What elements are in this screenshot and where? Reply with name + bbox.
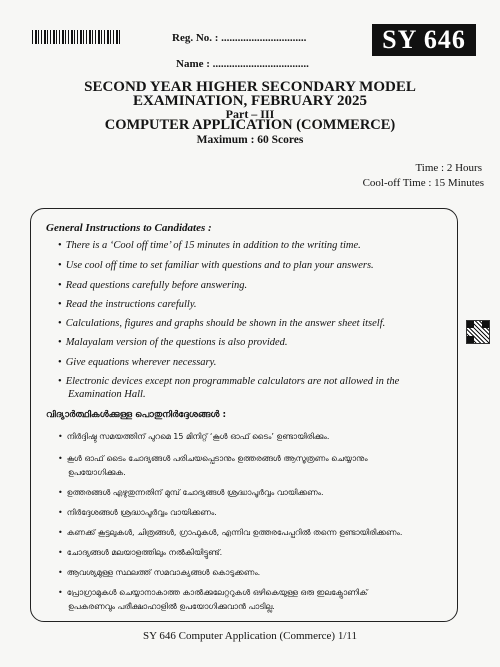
- malayalam-item: • ആവശ്യമുള്ള സ്ഥലത്ത് സമവാക്യങ്ങൾ കൊടുക്കണം.: [58, 568, 261, 577]
- instruction-item: • Give equations wherever necessary.: [58, 357, 217, 368]
- instruction-item: • Use cool off time to set familiar with questions and to plan your answers.: [58, 260, 374, 271]
- malayalam-item-continued: ഉപകരണവും പരീക്ഷാഹാളിൽ ഉപയോഗിക്കുവാൻ പാടില്ല.: [68, 602, 275, 611]
- instruction-item: • Electronic devices except non programmable calculators are not allowed in the: [58, 376, 400, 387]
- malayalam-instructions-title: വിദ്യാർത്ഥികൾക്കുള്ള പൊതുനിർദ്ദേശങ്ങൾ :: [46, 410, 227, 420]
- malayalam-item: • ഉത്തരങ്ങൾ എഴുതുന്നതിന് മുമ്പ് ചോദ്യങ്ങൾ ശ്രദ്ധാപൂർവ്വം വായിക്കണം.: [58, 488, 324, 497]
- instruction-item: • Read questions carefully before answering.: [58, 280, 248, 291]
- name-field: Name : ...................................: [176, 58, 309, 70]
- instruction-item: • Read the instructions carefully.: [58, 299, 197, 310]
- page-footer: SY 646 Computer Application (Commerce) 1/11: [143, 630, 357, 642]
- malayalam-item: • പ്രോഗ്രാമുകൾ ചെയ്യാനാകാത്ത കാൽക്കുലേറ്ററുകൾ ഒഴികെയുള്ള ഒരു ഇലക്ട്രോണിക്: [58, 588, 368, 597]
- instructions-title: General Instructions to Candidates :: [46, 222, 212, 234]
- exam-title-line1: SECOND YEAR HIGHER SECONDARY MODEL: [84, 79, 416, 95]
- paper-code-badge: SY 646: [372, 24, 476, 56]
- exam-title-line2: EXAMINATION, FEBRUARY 2025: [132, 93, 368, 109]
- barcode: [32, 30, 122, 44]
- malayalam-item: • കൂൾ ഓഫ് ടൈം ചോദ്യങ്ങൾ പരിചയപ്പെടാനും ഉത്തരങ്ങൾ ആസൂത്രണം ചെയ്യാനും: [58, 454, 368, 463]
- cool-off-info: Cool-off Time : 15 Minutes: [362, 177, 484, 189]
- exam-part: Part – III: [225, 107, 275, 121]
- instruction-item: • Calculations, figures and graphs should be shown in the answer sheet itself.: [58, 318, 386, 329]
- instruction-item: • There is a ‘Cool off time’ of 15 minutes in addition to the writing time.: [58, 240, 361, 251]
- qr-code-icon: [466, 320, 490, 344]
- reg-no-field: Reg. No. : ...............................: [172, 32, 307, 44]
- malayalam-item: • ചോദ്യങ്ങൾ മലയാളത്തിലും നൽകിയിട്ടുണ്ട്.: [58, 548, 223, 557]
- malayalam-item-continued: ഉപയോഗിക്കുക.: [68, 468, 126, 477]
- max-score: Maximum : 60 Scores: [196, 134, 304, 146]
- malayalam-item: • നിർദ്ദിഷ്ട സമയത്തിന് പുറമെ 15 മിനിറ്റ് ‘കൂൾ ഓഫ് ടൈം’ ഉണ്ടായിരിക്കും.: [58, 432, 330, 441]
- instruction-item: • Malayalam version of the questions is also provided.: [58, 337, 288, 348]
- malayalam-item: • കണക്ക് കൂട്ടലുകൾ, ചിത്രങ്ങൾ, ഗ്രാഫുകൾ, എന്നിവ ഉത്തരപേപ്പറിൽ തന്നെ ഉണ്ടായിരിക്കണം.: [58, 528, 403, 537]
- instruction-item-continued: Examination Hall.: [68, 389, 146, 400]
- exam-subject: COMPUTER APPLICATION (COMMERCE): [104, 117, 396, 133]
- time-info: Time : 2 Hours: [415, 162, 482, 174]
- malayalam-item: • നിർദ്ദേശങ്ങൾ ശ്രദ്ധാപൂർവ്വം വായിക്കണം.: [58, 508, 217, 517]
